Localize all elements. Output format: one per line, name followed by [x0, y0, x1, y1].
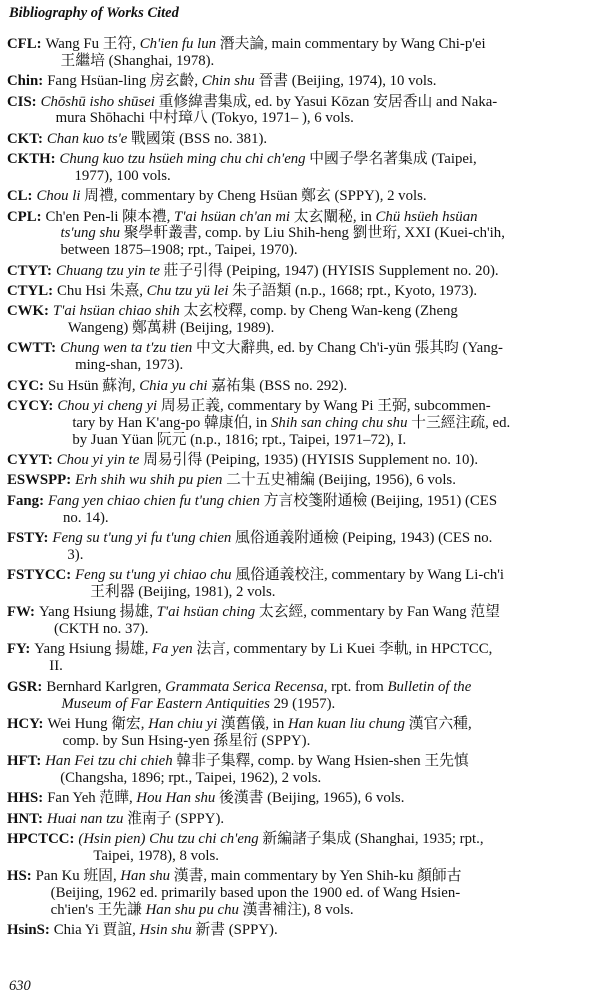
entry-citation — [53, 398, 591, 449]
citation-line: Feng su t'ung yi chiao chu 風俗通義校注, commentary by Wang Li-ch'i — [75, 567, 505, 584]
entry-abbreviation: FSTYCC: — [7, 567, 72, 584]
entry-citation — [44, 493, 591, 527]
entry-abbreviation: CWTT: — [7, 340, 57, 357]
entry-citation — [43, 790, 591, 807]
bibliography-entry — [7, 604, 591, 638]
running-head: Bibliography of Works Cited — [9, 5, 179, 21]
entry-citation — [30, 641, 591, 675]
entry-citation — [42, 36, 591, 70]
entry-citation — [50, 922, 591, 939]
entry-abbreviation: CYYT: — [7, 452, 53, 469]
bibliography-entry — [7, 188, 591, 205]
entry-abbreviation: GSR: — [7, 678, 43, 695]
citation-line: Fang yen chiao chien fu t'ung chien 方言校箋附通檢 (Beijing, 1951) (CES — [48, 492, 498, 509]
entry-abbreviation: FSTY: — [7, 529, 49, 546]
entry-citation — [43, 131, 591, 148]
citation-line: Chung wen ta t'zu tien 中文大辭典, ed. by Chang Ch'i-yün 張其昀 (Yang- — [60, 340, 503, 357]
entry-citation — [71, 472, 591, 489]
entry-abbreviation: ESWSPP: — [7, 472, 72, 489]
citation-line: Chuang tzu yin te 莊子引得 (Peiping, 1947) (HYISIS Supplement no. 20). — [55, 262, 499, 279]
citation-line: II. — [49, 658, 63, 675]
entry-abbreviation: CKT: — [7, 130, 43, 147]
bibliography-entry — [7, 283, 591, 300]
citation-line: Chōshū isho shūsei 重修緯書集成, ed. by Yasui Kōzan 安居香山 and Naka- — [40, 93, 498, 110]
citation-line: tary by Han K'ang-po 韓康伯, in Shih san ching chu shu 十三經注疏, ed. — [72, 414, 511, 431]
entry-abbreviation: HPCTCC: — [7, 830, 75, 847]
entry-citation — [71, 567, 591, 601]
citation-line: ts'ung shu 聚學軒叢書, comp. by Liu Shih-heng 劉世珩, XXI (Kuei-ch'ih, — [60, 225, 505, 242]
bibliography-entry — [7, 530, 591, 564]
bibliography-entry — [7, 303, 591, 337]
bibliography-entry — [7, 398, 591, 449]
entry-citation — [42, 679, 591, 713]
bibliography-entry — [7, 641, 591, 675]
entry-citation — [74, 831, 591, 865]
entry-abbreviation: CTYT: — [7, 262, 52, 279]
citation-line: Feng su t'ung yi fu t'ung chien 風俗通義附通檢 (Peiping, 1943) (CES no. — [52, 529, 493, 546]
bibliography-entry — [7, 151, 591, 185]
citation-line: by Juan Yüan 阮元 (n.p., 1816; rpt., Taipei, 1971–72), I. — [72, 431, 407, 448]
bibliography-entry — [7, 567, 591, 601]
entry-abbreviation: CL: — [7, 188, 33, 205]
entry-abbreviation: CTYL: — [7, 282, 54, 299]
citation-line: Chung kuo tzu hsüeh ming chu chi ch'eng 中國子學名著集成 (Taipei, — [59, 151, 477, 167]
citation-line: Wei Hung 衛宏, Han chiu yi 漢舊儀, in Han kuan liu chung 漢官六種, — [47, 715, 472, 732]
citation-line: Wangeng) 鄭萬耕 (Beijing, 1989). — [67, 320, 275, 337]
citation-line: no. 14). — [63, 509, 109, 526]
entry-abbreviation: HNT: — [7, 810, 43, 827]
entry-abbreviation: CPL: — [7, 208, 42, 225]
bibliography-entry — [7, 868, 591, 919]
bibliography-entry — [7, 452, 591, 469]
entry-citation — [37, 94, 591, 128]
bibliography-entry — [7, 753, 591, 787]
bibliography-entry — [7, 73, 591, 90]
entry-citation — [32, 868, 591, 919]
citation-line: Chou li 周禮, commentary by Cheng Hsüan 鄭玄 (SPPY), 2 vols. — [36, 188, 427, 205]
entry-citation — [44, 378, 591, 395]
entry-abbreviation: FY: — [7, 641, 31, 658]
citation-line: ming-shan, 1973). — [75, 357, 184, 374]
entry-abbreviation: HsinS: — [7, 922, 50, 939]
entry-abbreviation: Fang: — [7, 492, 44, 509]
citation-line: ch'ien's 王先謙 Han shu pu chu 漢書補注), 8 vols. — [50, 901, 354, 918]
citation-line: Chan kuo ts'e 戰國策 (BSS no. 381). — [46, 130, 268, 147]
entry-abbreviation: CWK: — [7, 303, 49, 320]
citation-line: 王利器 (Beijing, 1981), 2 vols. — [90, 583, 276, 600]
bibliography-entry — [7, 811, 591, 828]
bibliography-entry — [7, 131, 591, 148]
citation-line: (Beijing, 1962 ed. primarily based upon the 1900 ed. of Wang Hsien- — [50, 884, 461, 901]
entry-citation — [43, 73, 591, 90]
entry-citation — [41, 753, 591, 787]
bibliography-entry — [7, 36, 591, 70]
citation-line: Chu Hsi 朱熹, Chu tzu yü lei 朱子語類 (n.p., 1668; rpt., Kyoto, 1973). — [57, 282, 478, 299]
entry-citation — [49, 303, 591, 337]
entry-citation — [52, 263, 591, 280]
citation-line: Pan Ku 班固, Han shu 漢書, main commentary by Yen Shih-ku 顏師古 — [35, 868, 462, 885]
page-number: 630 — [9, 978, 31, 994]
entry-abbreviation: CKTH: — [7, 151, 56, 167]
entry-citation — [53, 283, 591, 300]
citation-line: Taipei, 1978), 8 vols. — [93, 847, 219, 864]
entry-abbreviation: CFL: — [7, 36, 42, 52]
citation-line: (Changsha, 1896; rpt., Taipei, 1962), 2 vols. — [60, 769, 322, 786]
citation-line: Fan Yeh 范曄, Hou Han shu 後漢書 (Beijing, 1965), 6 vols. — [47, 790, 405, 807]
entry-citation — [42, 209, 591, 260]
entry-abbreviation: FW: — [7, 604, 35, 621]
citation-line: Wang Fu 王符, Ch'ien fu lun 潛夫論, main commentary by Wang Chi-p'ei — [45, 36, 486, 52]
bibliography-entry — [7, 340, 591, 374]
citation-line: Chou yi cheng yi 周易正義, commentary by Wang Pi 王弼, subcommen- — [57, 397, 491, 414]
bibliography-entry — [7, 831, 591, 865]
citation-line: Museum of Far Eastern Antiquities 29 (1957). — [61, 695, 336, 712]
entry-citation — [53, 452, 591, 469]
bibliography-entry — [7, 790, 591, 807]
bibliography-entry — [7, 378, 591, 395]
entry-citation — [32, 188, 591, 205]
bibliography-entry — [7, 263, 591, 280]
entry-abbreviation: HS: — [7, 868, 32, 885]
citation-line: Ch'en Pen-li 陳本禮, T'ai hsüan ch'an mi 太玄闡秘, in Chü hsüeh hsüan — [45, 208, 478, 225]
entry-citation — [43, 811, 591, 828]
citation-line: Yang Hsiung 揚雄, Fa yen 法言, commentary by Li Kuei 李軌, in HPCTCC, — [34, 641, 493, 658]
citation-line: T'ai hsüan chiao shih 太玄校釋, comp. by Cheng Wan-keng (Zheng — [52, 303, 458, 320]
citation-line: mura Shōhachi 中村璋八 (Tokyo, 1971– ), 6 vols. — [55, 110, 354, 127]
citation-line: 1977), 100 vols. — [74, 167, 171, 184]
bibliography-list — [7, 36, 591, 942]
entry-abbreviation: HCY: — [7, 715, 44, 732]
bibliography-entry — [7, 493, 591, 527]
citation-line: (Hsin pien) Chu tzu chi ch'eng 新編諸子集成 (Shanghai, 1935; rpt., — [78, 830, 484, 847]
citation-line: Erh shih wu shih pu pien 二十五史補編 (Beijing, 1956), 6 vols. — [75, 472, 456, 489]
citation-line: Han Fei tzu chi chieh 韓非子集釋, comp. by Wang Hsien-shen 王先慎 — [45, 753, 469, 770]
entry-abbreviation: CYC: — [7, 377, 44, 394]
citation-line: between 1875–1908; rpt., Taipei, 1970). — [60, 242, 298, 259]
bibliography-entry — [7, 679, 591, 713]
entry-citation — [56, 340, 591, 374]
citation-line: comp. by Sun Hsing-yen 孫星衍 (SPPY). — [62, 732, 311, 749]
citation-line: 3). — [67, 546, 84, 563]
entry-citation — [56, 151, 591, 185]
bibliography-entry — [7, 209, 591, 260]
bibliography-entry — [7, 94, 591, 128]
entry-citation — [35, 604, 591, 638]
citation-line: Bernhard Karlgren, Grammata Serica Recensa, rpt. from Bulletin of the — [46, 678, 472, 695]
bibliography-entry — [7, 716, 591, 750]
citation-line: Huai nan tzu 淮南子 (SPPY). — [46, 810, 225, 827]
citation-line: Chou yi yin te 周易引得 (Peiping, 1935) (HYISIS Supplement no. 10). — [56, 452, 479, 469]
bibliography-entry — [7, 472, 591, 489]
entry-abbreviation: CYCY: — [7, 397, 54, 414]
entry-citation — [48, 530, 591, 564]
bibliography-entry — [7, 922, 591, 939]
citation-line: (CKTH no. 37). — [53, 621, 149, 638]
entry-citation — [43, 716, 591, 750]
entry-abbreviation: HHS: — [7, 790, 44, 807]
entry-abbreviation: HFT: — [7, 753, 42, 770]
citation-line: Fang Hsüan-ling 房玄齡, Chin shu 晉書 (Beijing, 1974), 10 vols. — [47, 73, 437, 90]
entry-abbreviation: Chin: — [7, 73, 44, 90]
citation-line: Su Hsün 蘇洵, Chia yu chi 嘉祐集 (BSS no. 292). — [48, 377, 348, 394]
citation-line: Yang Hsiung 揚雄, T'ai hsüan ching 太玄經, commentary by Fan Wang 范望 — [38, 604, 500, 621]
citation-line: 王繼培 (Shanghai, 1978). — [60, 52, 215, 69]
entry-abbreviation: CIS: — [7, 93, 37, 110]
citation-line: Chia Yi 賈誼, Hsin shu 新書 (SPPY). — [53, 922, 278, 939]
